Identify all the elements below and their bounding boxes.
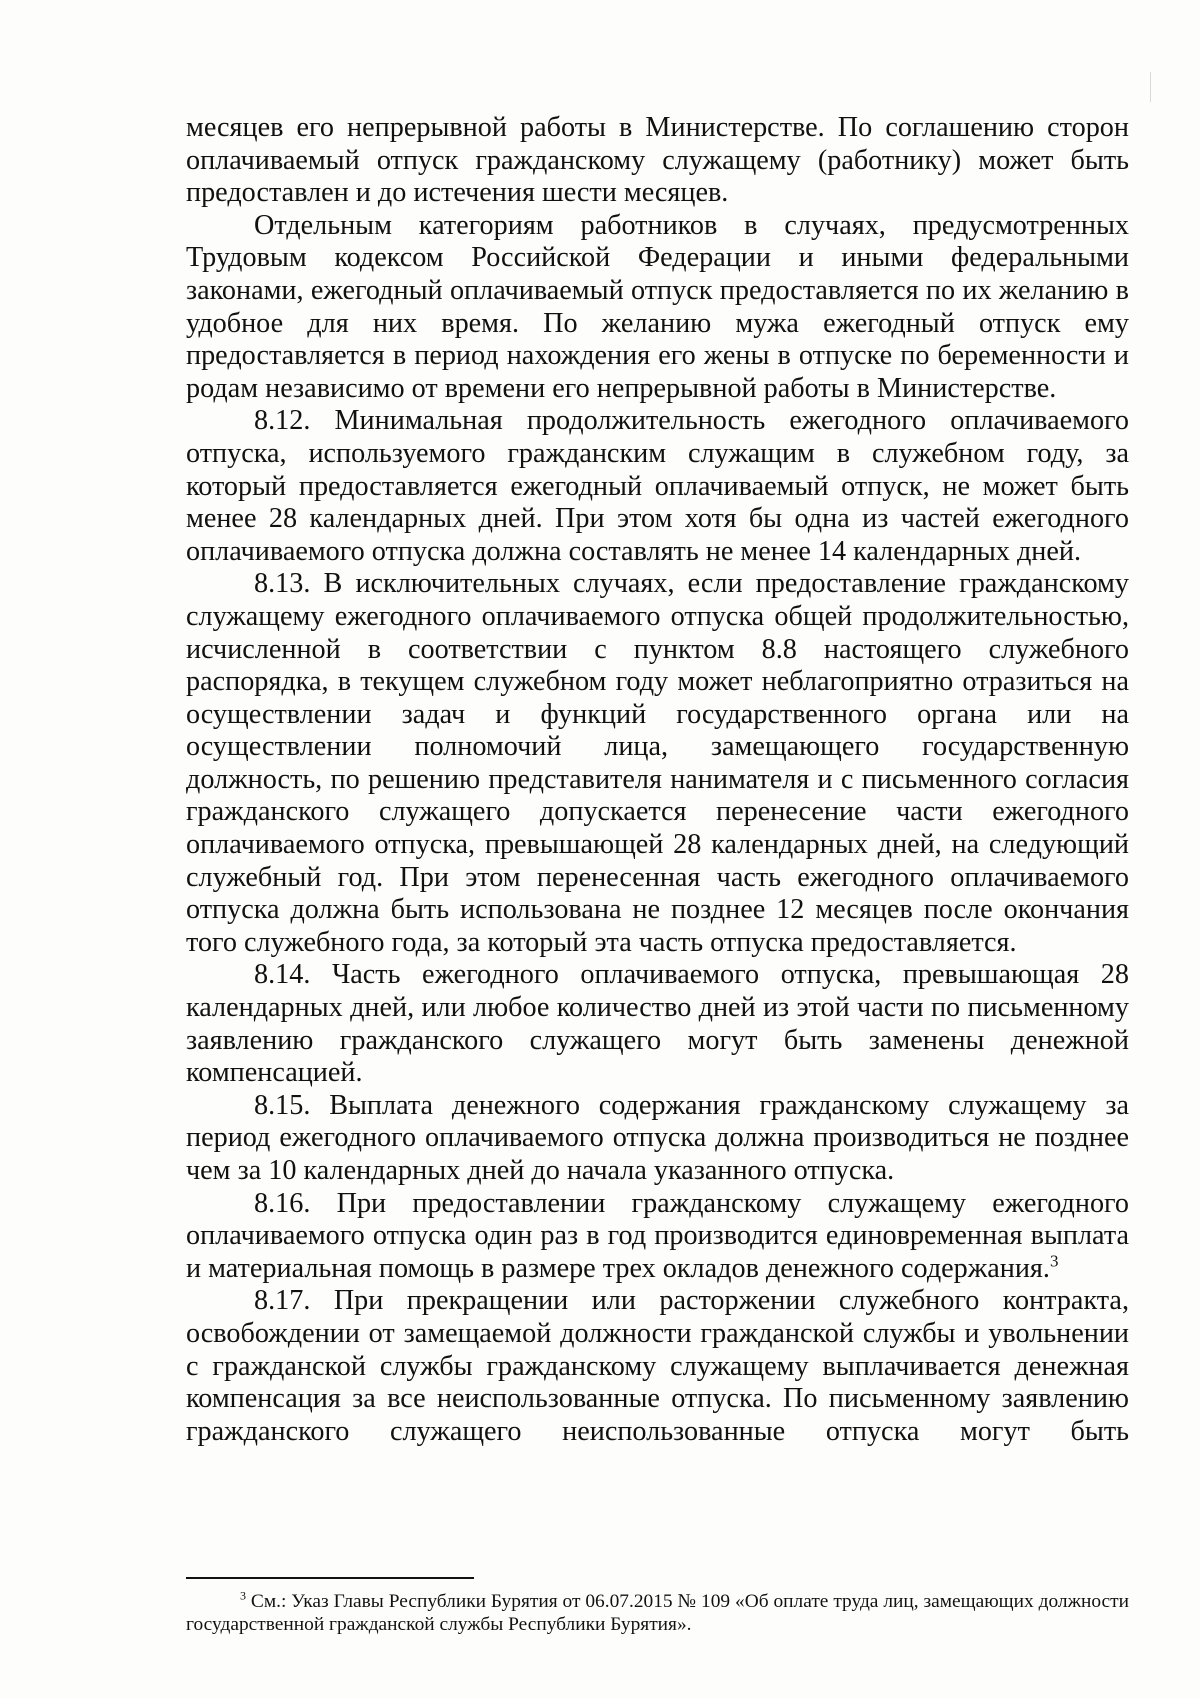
- footnote: [186, 1590, 1129, 1636]
- paragraph-8-15: 8.15. Выплата денежного содержания гражданскому служащему за период ежегодного оплачиваемого отпуска должна производиться не позднее чем за 10 календарных дней до начала указанного отпуска.: [186, 1089, 1129, 1186]
- paragraph-8-12: 8.12. Минимальная продолжительность ежегодного оплачиваемого отпуска, используемого гражданским служащим в служебном году, за который предоставляется ежегодный оплачиваемый отпуск, не может быть менее 28 календарных дней. При этом хотя бы одна из частей ежегодного оплачиваемого отпуска должна составлять не менее 14 календарных дней.: [186, 405, 1129, 567]
- paragraph-8-13: 8.13. В исключительных случаях, если предоставление гражданскому служащему ежегодного оплачиваемого отпуска общей продолжительностью, исчисленной в соответствии с пунктом 8.8 настоящего служебного распорядка, в текущем служебном году может неблагоприятно отразиться на осуществлении задач и функций государственного органа или на осуществлении полномочий лица, замещающего государственную должность, по решению представителя нанимателя и с письменного согласия гражданского служащего допускается перенесение части ежегодного оплачиваемого отпуска, превышающей 28 календарных дней, на следующий служебный год. При этом перенесенная часть ежегодного оплачиваемого отпуска должна быть использована не позднее 12 месяцев после окончания того служебного года, за который эта часть отпуска предоставляется.: [186, 568, 1129, 958]
- paragraph-8-16: [186, 1188, 1129, 1286]
- paragraph-8-16-text: 8.16. При предоставлении гражданскому служащему ежегодного оплачиваемого отпуска один раз в год производится единовременная выплата и материальная помощь в размере трех окладов денежного содержания.: [186, 1187, 1129, 1284]
- document-body: [186, 112, 1129, 1448]
- paragraph-categories: Отдельным категориям работников в случаях, предусмотренных Трудовым кодексом Российской Федерации и иными федеральными законами, ежегодный оплачиваемый отпуск предоставляется по их желанию в удобное для них время. По желанию мужа ежегодный отпуск ему предоставляется в период нахождения его жены в отпуске по беременности и родам независимо от времени его непрерывной работы в Министерстве.: [186, 209, 1129, 404]
- footnote-reference[interactable]: 3: [1049, 1251, 1059, 1271]
- paragraph-8-14: 8.14. Часть ежегодного оплачиваемого отпуска, превышающая 28 календарных дней, или любое количество дней из этой части по письменному заявлению гражданского служащего могут быть заменены денежной компенсацией.: [186, 959, 1129, 1089]
- scan-artifact: [1150, 72, 1151, 102]
- footnote-marker: 3: [240, 1588, 246, 1603]
- paragraph-8-17: 8.17. При прекращении или расторжении служебного контракта, освобождении от замещаемой должности гражданской службы и увольнении с гражданской службы гражданскому служащему выплачивается денежная компенсация за все неиспользованные отпуска. По письменному заявлению гражданского служащего неиспользованные отпуска могут быть: [186, 1285, 1129, 1447]
- paragraph-continuation: месяцев его непрерывной работы в Министерстве. По соглашению сторон оплачиваемый отпуск гражданскому служащему (работнику) может быть предоставлен и до истечения шести месяцев.: [186, 112, 1129, 209]
- footnote-separator: [186, 1577, 474, 1579]
- footnote-text: См.: Указ Главы Республики Бурятия от 06.07.2015 № 109 «Об оплате труда лиц, замещающих должности государственной гражданской службы Республики Бурятия».: [186, 1591, 1129, 1635]
